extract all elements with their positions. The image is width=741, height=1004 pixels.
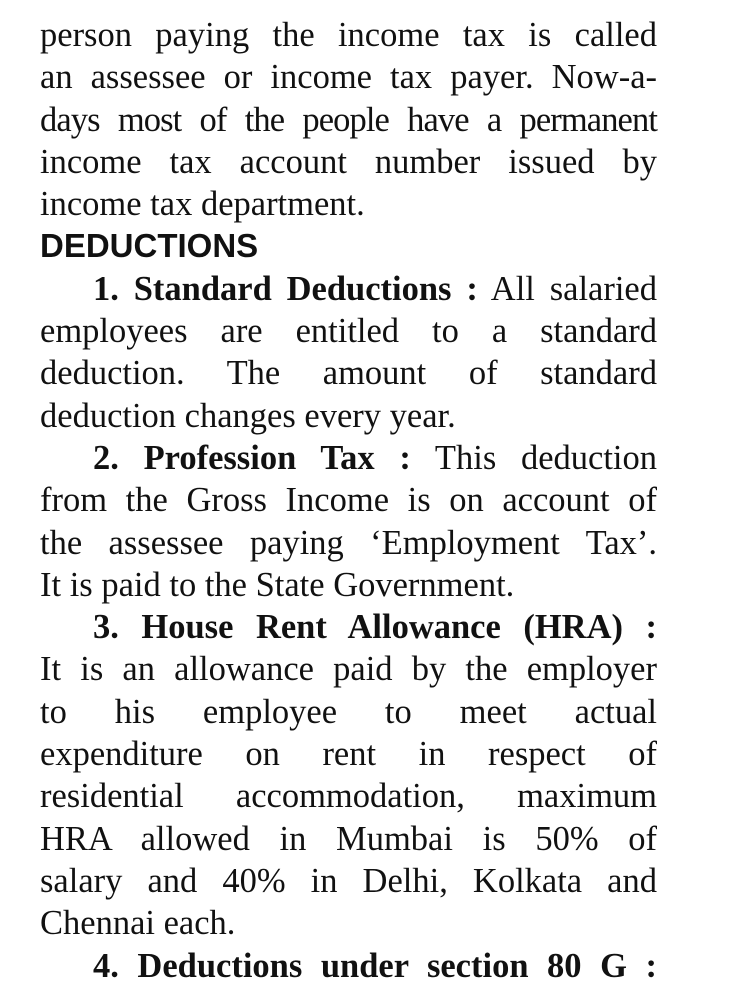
text-line: It is an allowance paid by the employer xyxy=(40,650,657,689)
text-line: Chennai each. xyxy=(40,904,236,943)
text-line: residential accommodation, maximum xyxy=(40,777,657,816)
item-section-80g xyxy=(40,945,657,987)
text-line: employees are entitled to a standard xyxy=(40,312,657,351)
text-line: HRA allowed in Mumbai is 50% of xyxy=(40,819,657,858)
text-line xyxy=(40,606,657,648)
text-line: deduction. The amount of standard xyxy=(40,354,657,393)
text-line: deduction changes every year. xyxy=(40,396,456,435)
item-text: This deduction xyxy=(410,438,657,477)
text-line: salary and 40% in Delhi, Kolkata and xyxy=(40,861,657,900)
section-heading: DEDUCTIONS xyxy=(40,227,259,265)
item-title: 2. Profession Tax : xyxy=(93,438,411,477)
text-line xyxy=(40,268,657,310)
text-line: person paying the income tax is called xyxy=(40,16,657,54)
text-line xyxy=(40,437,657,479)
text-line: the assessee paying ‘Employment Tax’. xyxy=(40,523,657,562)
item-title: 4. Deductions under section 80 G : xyxy=(93,946,657,985)
item-text: All salaried xyxy=(477,269,657,308)
intro-paragraph xyxy=(40,14,657,225)
document-page xyxy=(40,14,657,987)
item-title: 1. Standard Deductions : xyxy=(93,269,478,308)
text-line xyxy=(40,945,657,987)
text-line: days most of the people have a permanent xyxy=(40,100,657,139)
item-hra xyxy=(40,606,657,944)
item-profession-tax xyxy=(40,437,657,606)
text-line: an assessee or income tax payer. Now-a- xyxy=(40,58,657,97)
text-line: It is paid to the State Government. xyxy=(40,565,515,604)
text-line: to his employee to meet actual xyxy=(40,692,657,731)
item-title: 3. House Rent Allowance (HRA) : xyxy=(93,608,657,647)
text-line: income tax account number issued by xyxy=(40,142,657,181)
text-line: from the Gross Income is on account of xyxy=(40,481,657,520)
text-line: income tax department. xyxy=(40,185,365,224)
item-standard-deductions xyxy=(40,268,657,437)
text-line: expenditure on rent in respect of xyxy=(40,735,657,774)
